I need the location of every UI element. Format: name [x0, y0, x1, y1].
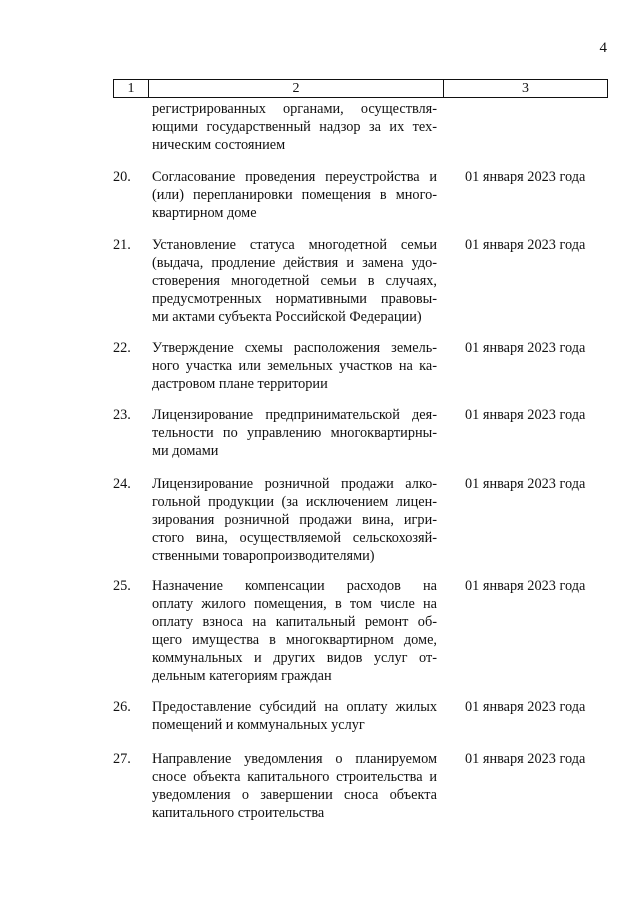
description-line: стоверения многодетной семьи в случаях,: [152, 273, 437, 289]
description-line: регистрированных органами, осуществля-: [152, 101, 437, 117]
description-line: ственными товаропроизводителями): [152, 548, 375, 564]
row-date: 01 января 2023 года: [465, 237, 586, 253]
description-line: Предоставление субсидий на оплату жилых: [152, 699, 437, 715]
row-number: 25.: [113, 578, 131, 594]
description-line: Установление статуса многодетной семьи: [152, 237, 437, 253]
row-number: 22.: [113, 340, 131, 356]
description-line: ми актами субъекта Российской Федерации): [152, 309, 422, 325]
row-description: [152, 577, 437, 685]
page-number: 4: [599, 40, 607, 56]
description-line: ническим состоянием: [152, 137, 286, 153]
description-line: (или) перепланировки помещения в много-: [152, 187, 437, 203]
row-number: 26.: [113, 699, 131, 715]
description-line: ющими государственный надзор за их тех-: [152, 119, 437, 135]
row-description: [152, 406, 437, 460]
description-line: щего имущества в многоквартирном доме,: [152, 632, 437, 648]
description-line: уведомления о завершении сноса объекта: [152, 787, 437, 803]
description-line: Лицензирование предпринимательской дея-: [152, 407, 437, 423]
row-number: 20.: [113, 169, 131, 185]
description-line: Лицензирование розничной продажи алко-: [152, 476, 437, 492]
description-line: квартирном доме: [152, 205, 257, 221]
description-line: зирования розничной продажи вина, игри-: [152, 512, 437, 528]
description-line: Согласование проведения переустройства и: [152, 169, 437, 185]
description-line: предусмотренных нормативными правовы-: [152, 291, 437, 307]
description-line: Направление уведомления о планируемом: [152, 751, 437, 767]
row-description: [152, 698, 437, 734]
description-line: сносе объекта капитального строительства и: [152, 769, 437, 785]
description-line: оплату жилого помещения, в том числе на: [152, 596, 437, 612]
row-date: 01 января 2023 года: [465, 751, 586, 767]
header-col-3: 3: [522, 80, 529, 96]
description-line: ми домами: [152, 443, 219, 459]
row-date: 01 января 2023 года: [465, 407, 586, 423]
description-line: дельным категориям граждан: [152, 668, 332, 684]
description-line: помещений и коммунальных услуг: [152, 717, 365, 733]
row-date: 01 января 2023 года: [465, 699, 586, 715]
row-description: [152, 475, 437, 565]
description-line: гольной продукции (за исключением лицен-: [152, 494, 437, 510]
row-number: 21.: [113, 237, 131, 253]
row-date: 01 января 2023 года: [465, 476, 586, 492]
row-description: [152, 168, 437, 222]
row-date: 01 января 2023 года: [465, 169, 586, 185]
row-date: 01 января 2023 года: [465, 340, 586, 356]
row-number: 24.: [113, 476, 131, 492]
row-number: 23.: [113, 407, 131, 423]
continuation-text: [152, 100, 437, 154]
description-line: дастровом плане территории: [152, 376, 328, 392]
description-line: (выдача, продление действия и замена удо-: [152, 255, 437, 271]
row-description: [152, 750, 437, 822]
row-description: [152, 236, 437, 326]
description-line: капитального строительства: [152, 805, 325, 821]
table-header: [113, 79, 608, 98]
row-description: [152, 339, 437, 393]
description-line: Утверждение схемы расположения земель-: [152, 340, 437, 356]
row-date: 01 января 2023 года: [465, 578, 586, 594]
description-line: ного участка или земельных участков на ка-: [152, 358, 437, 374]
description-line: оплату взноса на капитальный ремонт об-: [152, 614, 437, 630]
description-line: коммунальных и других видов услуг от-: [152, 650, 437, 666]
description-line: Назначение компенсации расходов на: [152, 578, 437, 594]
description-line: стого вина, осуществляемой сельскохозяй-: [152, 530, 437, 546]
header-col-2: 2: [149, 80, 444, 97]
description-line: тельности по управлению многоквартирны-: [152, 425, 437, 441]
row-number: 27.: [113, 751, 131, 767]
header-col-1: 1: [114, 80, 149, 97]
